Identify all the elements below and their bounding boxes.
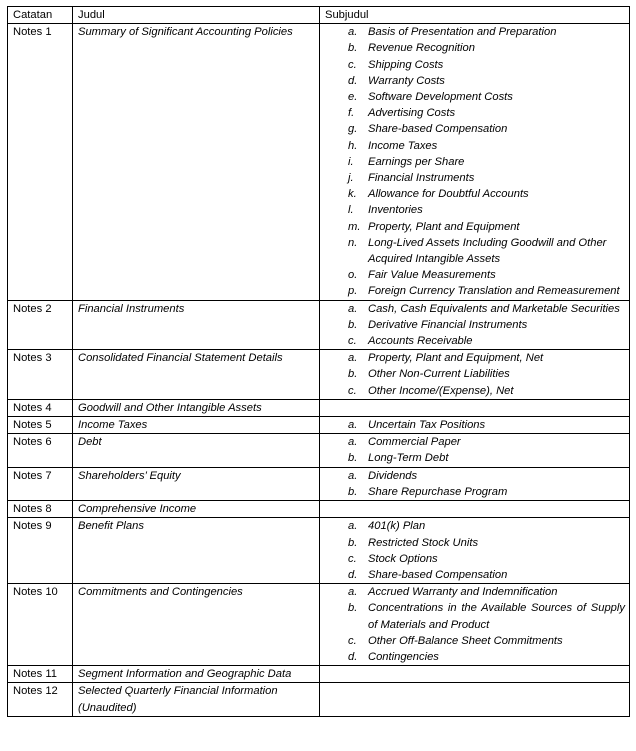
subtitle-text: Income Taxes [368, 139, 438, 152]
note-subtitles [320, 501, 630, 518]
subtitle-list [348, 350, 625, 399]
subtitle-item [348, 350, 625, 366]
subtitle-marker: b. [348, 602, 358, 615]
subtitle-item [348, 434, 625, 450]
note-title: Consolidated Financial Statement Details [73, 350, 320, 400]
subtitle-item [348, 267, 625, 283]
table-row [8, 24, 630, 300]
subtitle-marker: i. [348, 155, 354, 168]
subtitle-marker: b. [348, 368, 358, 381]
note-number: Notes 4 [8, 399, 73, 416]
subtitle-marker: a. [348, 302, 358, 315]
subtitle-item [348, 317, 625, 333]
table-row [8, 467, 630, 500]
subtitle-item [348, 649, 625, 665]
subtitle-item [348, 518, 625, 534]
note-subtitles [320, 350, 630, 400]
subtitle-marker: a. [348, 26, 358, 39]
subtitle-item [348, 186, 625, 202]
subtitle-item [348, 484, 625, 500]
note-title: Financial Instruments [73, 300, 320, 350]
subtitle-item [348, 121, 625, 137]
subtitle-marker: a. [348, 520, 358, 533]
note-subtitles [320, 467, 630, 500]
subtitle-text: Long-Lived Assets Including Goodwill and Other Acquired Intangible Assets [368, 236, 607, 266]
note-number: Notes 6 [8, 434, 73, 467]
subtitle-text: Earnings per Share [368, 155, 465, 168]
note-title: Selected Quarterly Financial Information (Unaudited) [73, 683, 320, 716]
header-judul: Judul [73, 7, 320, 24]
note-number: Notes 8 [8, 501, 73, 518]
note-number: Notes 12 [8, 683, 73, 716]
subtitle-item [348, 283, 625, 299]
subtitle-item [348, 600, 625, 632]
note-number: Notes 5 [8, 417, 73, 434]
subtitle-marker: a. [348, 419, 358, 432]
subtitle-item [348, 138, 625, 154]
subtitle-marker: l. [348, 204, 354, 217]
note-number: Notes 3 [8, 350, 73, 400]
note-subtitles [320, 683, 630, 716]
subtitle-item [348, 417, 625, 433]
subtitle-text: Restricted Stock Units [368, 536, 479, 549]
subtitle-marker: b. [348, 452, 358, 465]
subtitle-text: Concentrations in the Available Sources of Supply of Materials and Product [368, 602, 625, 631]
subtitle-list [348, 468, 625, 500]
subtitle-text: Property, Plant and Equipment, Net [368, 352, 544, 365]
subtitle-marker: c. [348, 384, 357, 397]
subtitle-marker: a. [348, 469, 358, 482]
subtitle-text: Allowance for Doubtful Accounts [368, 188, 529, 201]
subtitle-marker: d. [348, 650, 358, 663]
note-number: Notes 7 [8, 467, 73, 500]
subtitle-text: Basis of Presentation and Preparation [368, 26, 557, 39]
notes-table [7, 6, 630, 717]
subtitle-text: Shipping Costs [368, 58, 444, 71]
subtitle-text: Share-based Compensation [368, 568, 508, 581]
table-body [8, 24, 630, 717]
note-subtitles [320, 399, 630, 416]
subtitle-text: Accounts Receivable [368, 335, 473, 348]
subtitle-text: Revenue Recognition [368, 42, 475, 55]
subtitle-text: Derivative Financial Instruments [368, 318, 528, 331]
subtitle-item [348, 235, 625, 267]
subtitle-text: Uncertain Tax Positions [368, 419, 486, 432]
subtitle-marker: d. [348, 74, 358, 87]
subtitle-text: Foreign Currency Translation and Remeasurement [368, 285, 620, 298]
note-subtitles [320, 666, 630, 683]
note-number: Notes 2 [8, 300, 73, 350]
subtitle-text: Property, Plant and Equipment [368, 220, 520, 233]
subtitle-item [348, 105, 625, 121]
note-title: Goodwill and Other Intangible Assets [73, 399, 320, 416]
subtitle-text: Contingencies [368, 650, 439, 663]
note-subtitles [320, 518, 630, 584]
subtitle-text: Fair Value Measurements [368, 269, 496, 282]
subtitle-item [348, 154, 625, 170]
subtitle-text: Share-based Compensation [368, 123, 508, 136]
subtitle-text: Other Off-Balance Sheet Commitments [368, 634, 563, 647]
subtitle-text: Inventories [368, 204, 423, 217]
note-number: Notes 11 [8, 666, 73, 683]
header-catatan: Catatan [8, 7, 73, 24]
subtitle-marker: c. [348, 634, 357, 647]
note-title: Comprehensive Income [73, 501, 320, 518]
table-row [8, 683, 630, 716]
subtitle-marker: h. [348, 139, 358, 152]
note-title: Debt [73, 434, 320, 467]
subtitle-item [348, 450, 625, 466]
subtitle-marker: p. [348, 285, 358, 298]
subtitle-marker: a. [348, 352, 358, 365]
table-row [8, 399, 630, 416]
subtitle-list [348, 434, 625, 466]
subtitle-text: 401(k) Plan [368, 520, 426, 533]
note-title: Segment Information and Geographic Data [73, 666, 320, 683]
table-row [8, 350, 630, 400]
table-row [8, 434, 630, 467]
subtitle-text: Other Income/(Expense), Net [368, 384, 514, 397]
subtitle-item [348, 89, 625, 105]
note-number: Notes 10 [8, 584, 73, 666]
subtitle-item [348, 333, 625, 349]
subtitle-item [348, 468, 625, 484]
subtitle-marker: a. [348, 586, 358, 599]
note-subtitles [320, 417, 630, 434]
subtitle-item [348, 551, 625, 567]
subtitle-text: Share Repurchase Program [368, 485, 508, 498]
note-subtitles [320, 24, 630, 300]
table-row [8, 518, 630, 584]
subtitle-text: Other Non-Current Liabilities [368, 368, 510, 381]
subtitle-marker: n. [348, 236, 358, 249]
subtitle-list [348, 518, 625, 583]
subtitle-text: Stock Options [368, 552, 438, 565]
note-number: Notes 1 [8, 24, 73, 300]
subtitle-item [348, 535, 625, 551]
subtitle-item [348, 24, 625, 40]
note-title: Commitments and Contingencies [73, 584, 320, 666]
subtitle-item [348, 170, 625, 186]
subtitle-text: Accrued Warranty and Indemnification [368, 586, 558, 599]
subtitle-marker: j. [348, 172, 354, 185]
subtitle-text: Warranty Costs [368, 74, 445, 87]
note-title: Benefit Plans [73, 518, 320, 584]
subtitle-marker: c. [348, 552, 357, 565]
subtitle-item [348, 40, 625, 56]
subtitle-marker: f. [348, 107, 355, 120]
subtitle-text: Financial Instruments [368, 172, 475, 185]
subtitle-item [348, 73, 625, 89]
subtitle-text: Advertising Costs [368, 107, 456, 120]
subtitle-item [348, 584, 625, 600]
header-row [8, 7, 630, 24]
note-title: Shareholders’ Equity [73, 467, 320, 500]
subtitle-list [348, 417, 625, 433]
note-subtitles [320, 300, 630, 350]
subtitle-item [348, 57, 625, 73]
subtitle-item [348, 383, 625, 399]
table-row [8, 417, 630, 434]
header-subjudul: Subjudul [320, 7, 630, 24]
subtitle-text: Cash, Cash Equivalents and Marketable Securities [368, 302, 620, 315]
subtitle-list [348, 584, 625, 665]
subtitle-item [348, 219, 625, 235]
subtitle-list [348, 301, 625, 350]
note-subtitles [320, 434, 630, 467]
subtitle-item [348, 567, 625, 583]
note-number: Notes 9 [8, 518, 73, 584]
subtitle-list [348, 24, 625, 299]
subtitle-text: Dividends [368, 469, 418, 482]
subtitle-item [348, 202, 625, 218]
note-title: Summary of Significant Accounting Policies [73, 24, 320, 300]
subtitle-marker: b. [348, 536, 358, 549]
subtitle-marker: k. [348, 188, 357, 201]
subtitle-marker: b. [348, 318, 358, 331]
subtitle-item [348, 301, 625, 317]
subtitle-marker: g. [348, 123, 358, 136]
subtitle-text: Long-Term Debt [368, 452, 449, 465]
subtitle-item [348, 366, 625, 382]
subtitle-item [348, 633, 625, 649]
subtitle-text: Commercial Paper [368, 436, 461, 449]
subtitle-text: Software Development Costs [368, 91, 513, 104]
table-row [8, 501, 630, 518]
subtitle-marker: m. [348, 220, 361, 233]
table-row [8, 584, 630, 666]
table-row [8, 666, 630, 683]
note-subtitles [320, 584, 630, 666]
table-row [8, 300, 630, 350]
subtitle-marker: o. [348, 269, 358, 282]
subtitle-marker: c. [348, 335, 357, 348]
subtitle-marker: d. [348, 568, 358, 581]
note-title: Income Taxes [73, 417, 320, 434]
subtitle-marker: c. [348, 58, 357, 71]
subtitle-marker: e. [348, 91, 358, 104]
subtitle-marker: b. [348, 485, 358, 498]
subtitle-marker: b. [348, 42, 358, 55]
subtitle-marker: a. [348, 436, 358, 449]
